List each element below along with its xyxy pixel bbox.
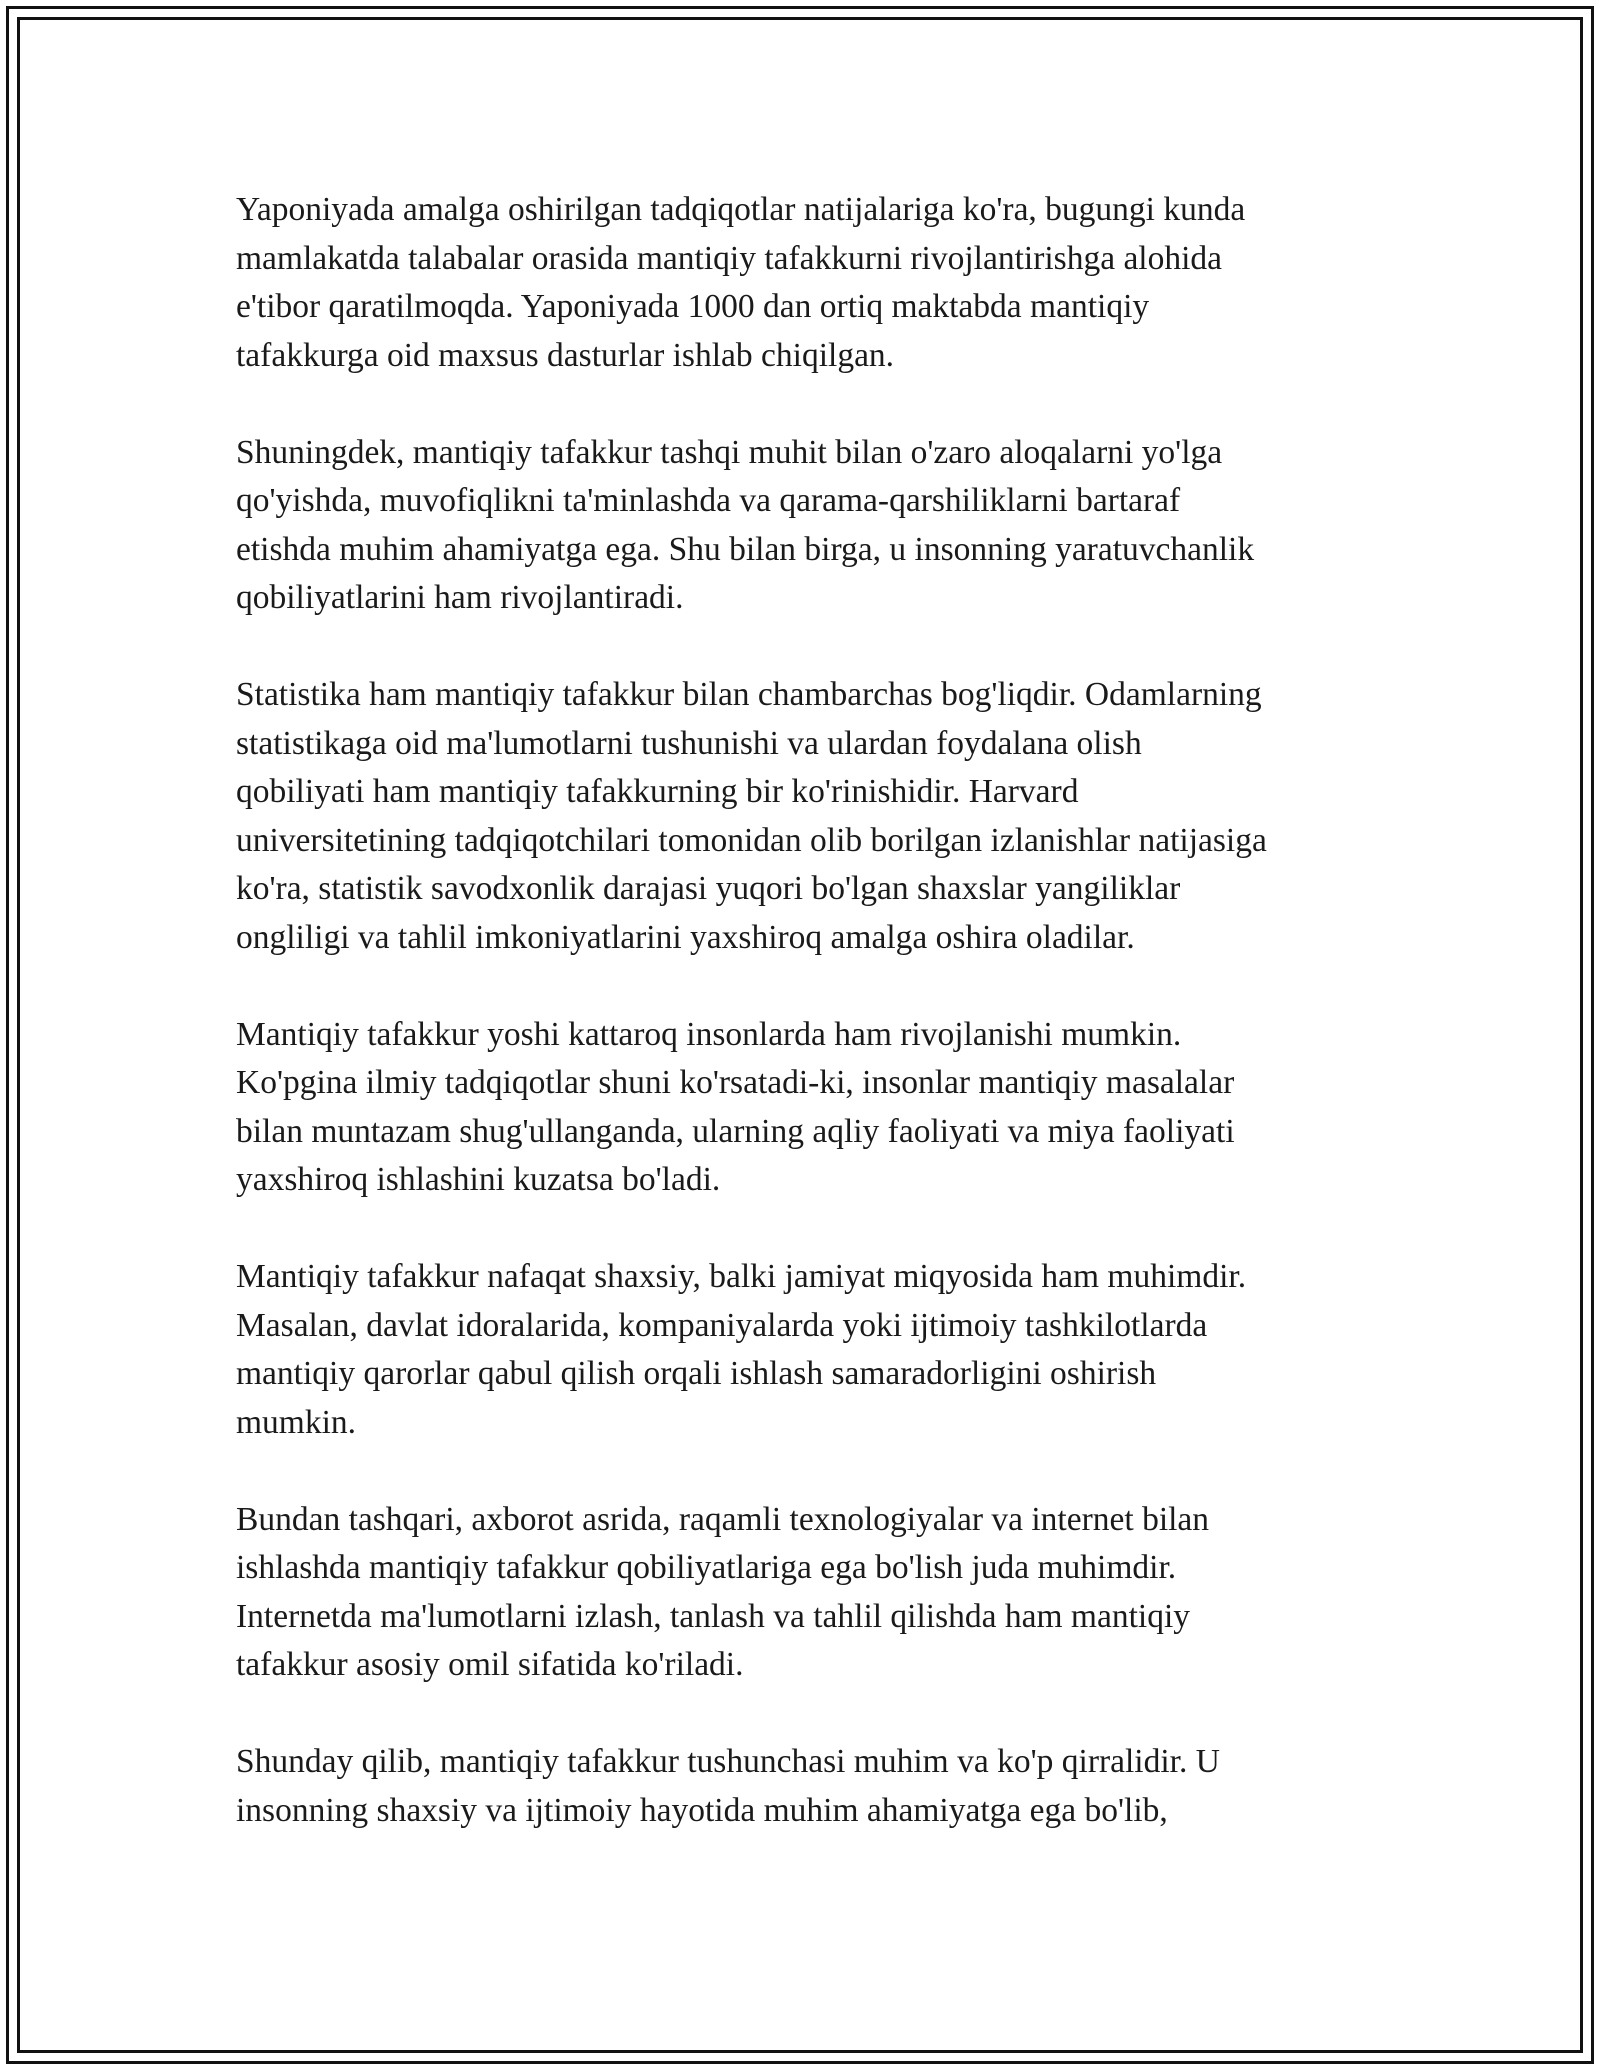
paragraph-conclusion: Shunday qilib, mantiqiy tafakkur tushunchasi muhim va ko'p qirralidir. U insonning shaxsiy va ijtimoiy hayotida muhim ahamiyatga ega bo'lib,	[236, 1743, 1220, 1829]
paragraph-information-age: Bundan tashqari, axborot asrida, raqamli texnologiyalar va internet bilan ishlashda mantiqiy tafakkur qobiliyatlariga ega bo'lish juda muhimdir. Internetda ma'lumotlarni izlash, tanlash va tahlil qilishda ham mantiqiy tafakkur asosiy omil sifatida ko'riladi.	[236, 1500, 1210, 1683]
paragraph-older-people: Mantiqiy tafakkur yoshi kattaroq insonlarda ham rivojlanishi mumkin. Ko'pgina ilmiy tadqiqotlar shuni ko'rsatadi-ki, insonlar mantiqiy masalalar bilan muntazam shug'ullanganda, ularning aqliy faoliyati va miya faoliyati yaxshiroq ishlashini kuzatsa bo'ladi.	[236, 1015, 1235, 1198]
paragraph-japan-research: Yaponiyada amalga oshirilgan tadqiqotlar natijalariga ko'ra, bugungi kunda mamlakatda talabalar orasida mantiqiy tafakkurni rivojlantirishga alohida e'tibor qaratilmoqda. Yaponiyada 1000 dan ortiq maktabda mantiqiy tafakkurga oid maxsus dasturlar ishlab chiqilgan.	[236, 191, 1246, 374]
document-body	[236, 186, 1396, 1884]
paragraph-external-environment: Shuningdek, mantiqiy tafakkur tashqi muhit bilan o'zaro aloqalarni yo'lga qo'yishda, muvofiqlikni ta'minlashda va qarama-qarshiliklarni bartaraf etishda muhim ahamiyatga ega. Shu bilan birga, u insonning yaratuvchanlik qobiliyatlarini ham rivojlantiradi.	[236, 433, 1255, 616]
paragraph-statistics: Statistika ham mantiqiy tafakkur bilan chambarchas bog'liqdir. Odamlarning statistikaga oid ma'lumotlarni tushunishi va ulardan foydalana olish qobiliyati ham mantiqiy tafakkurning bir ko'rinishidir. Harvard universitetining tadqiqotchilari tomonidan olib borilgan izlanishlar natijasiga ko'ra, statistik savodxonlik darajasi yuqori bo'lgan shaxslar yangiliklar ongliligi va tahlil imkoniyatlarini yaxshiroq amalga oshira oladilar.	[236, 676, 1267, 956]
paragraph-society: Mantiqiy tafakkur nafaqat shaxsiy, balki jamiyat miqyosida ham muhimdir. Masalan, davlat idoralarida, kompaniyalarda yoki ijtimoiy tashkilotlarda mantiqiy qarorlar qabul qilish orqali ishlash samaradorligini oshirish mumkin.	[236, 1258, 1247, 1441]
